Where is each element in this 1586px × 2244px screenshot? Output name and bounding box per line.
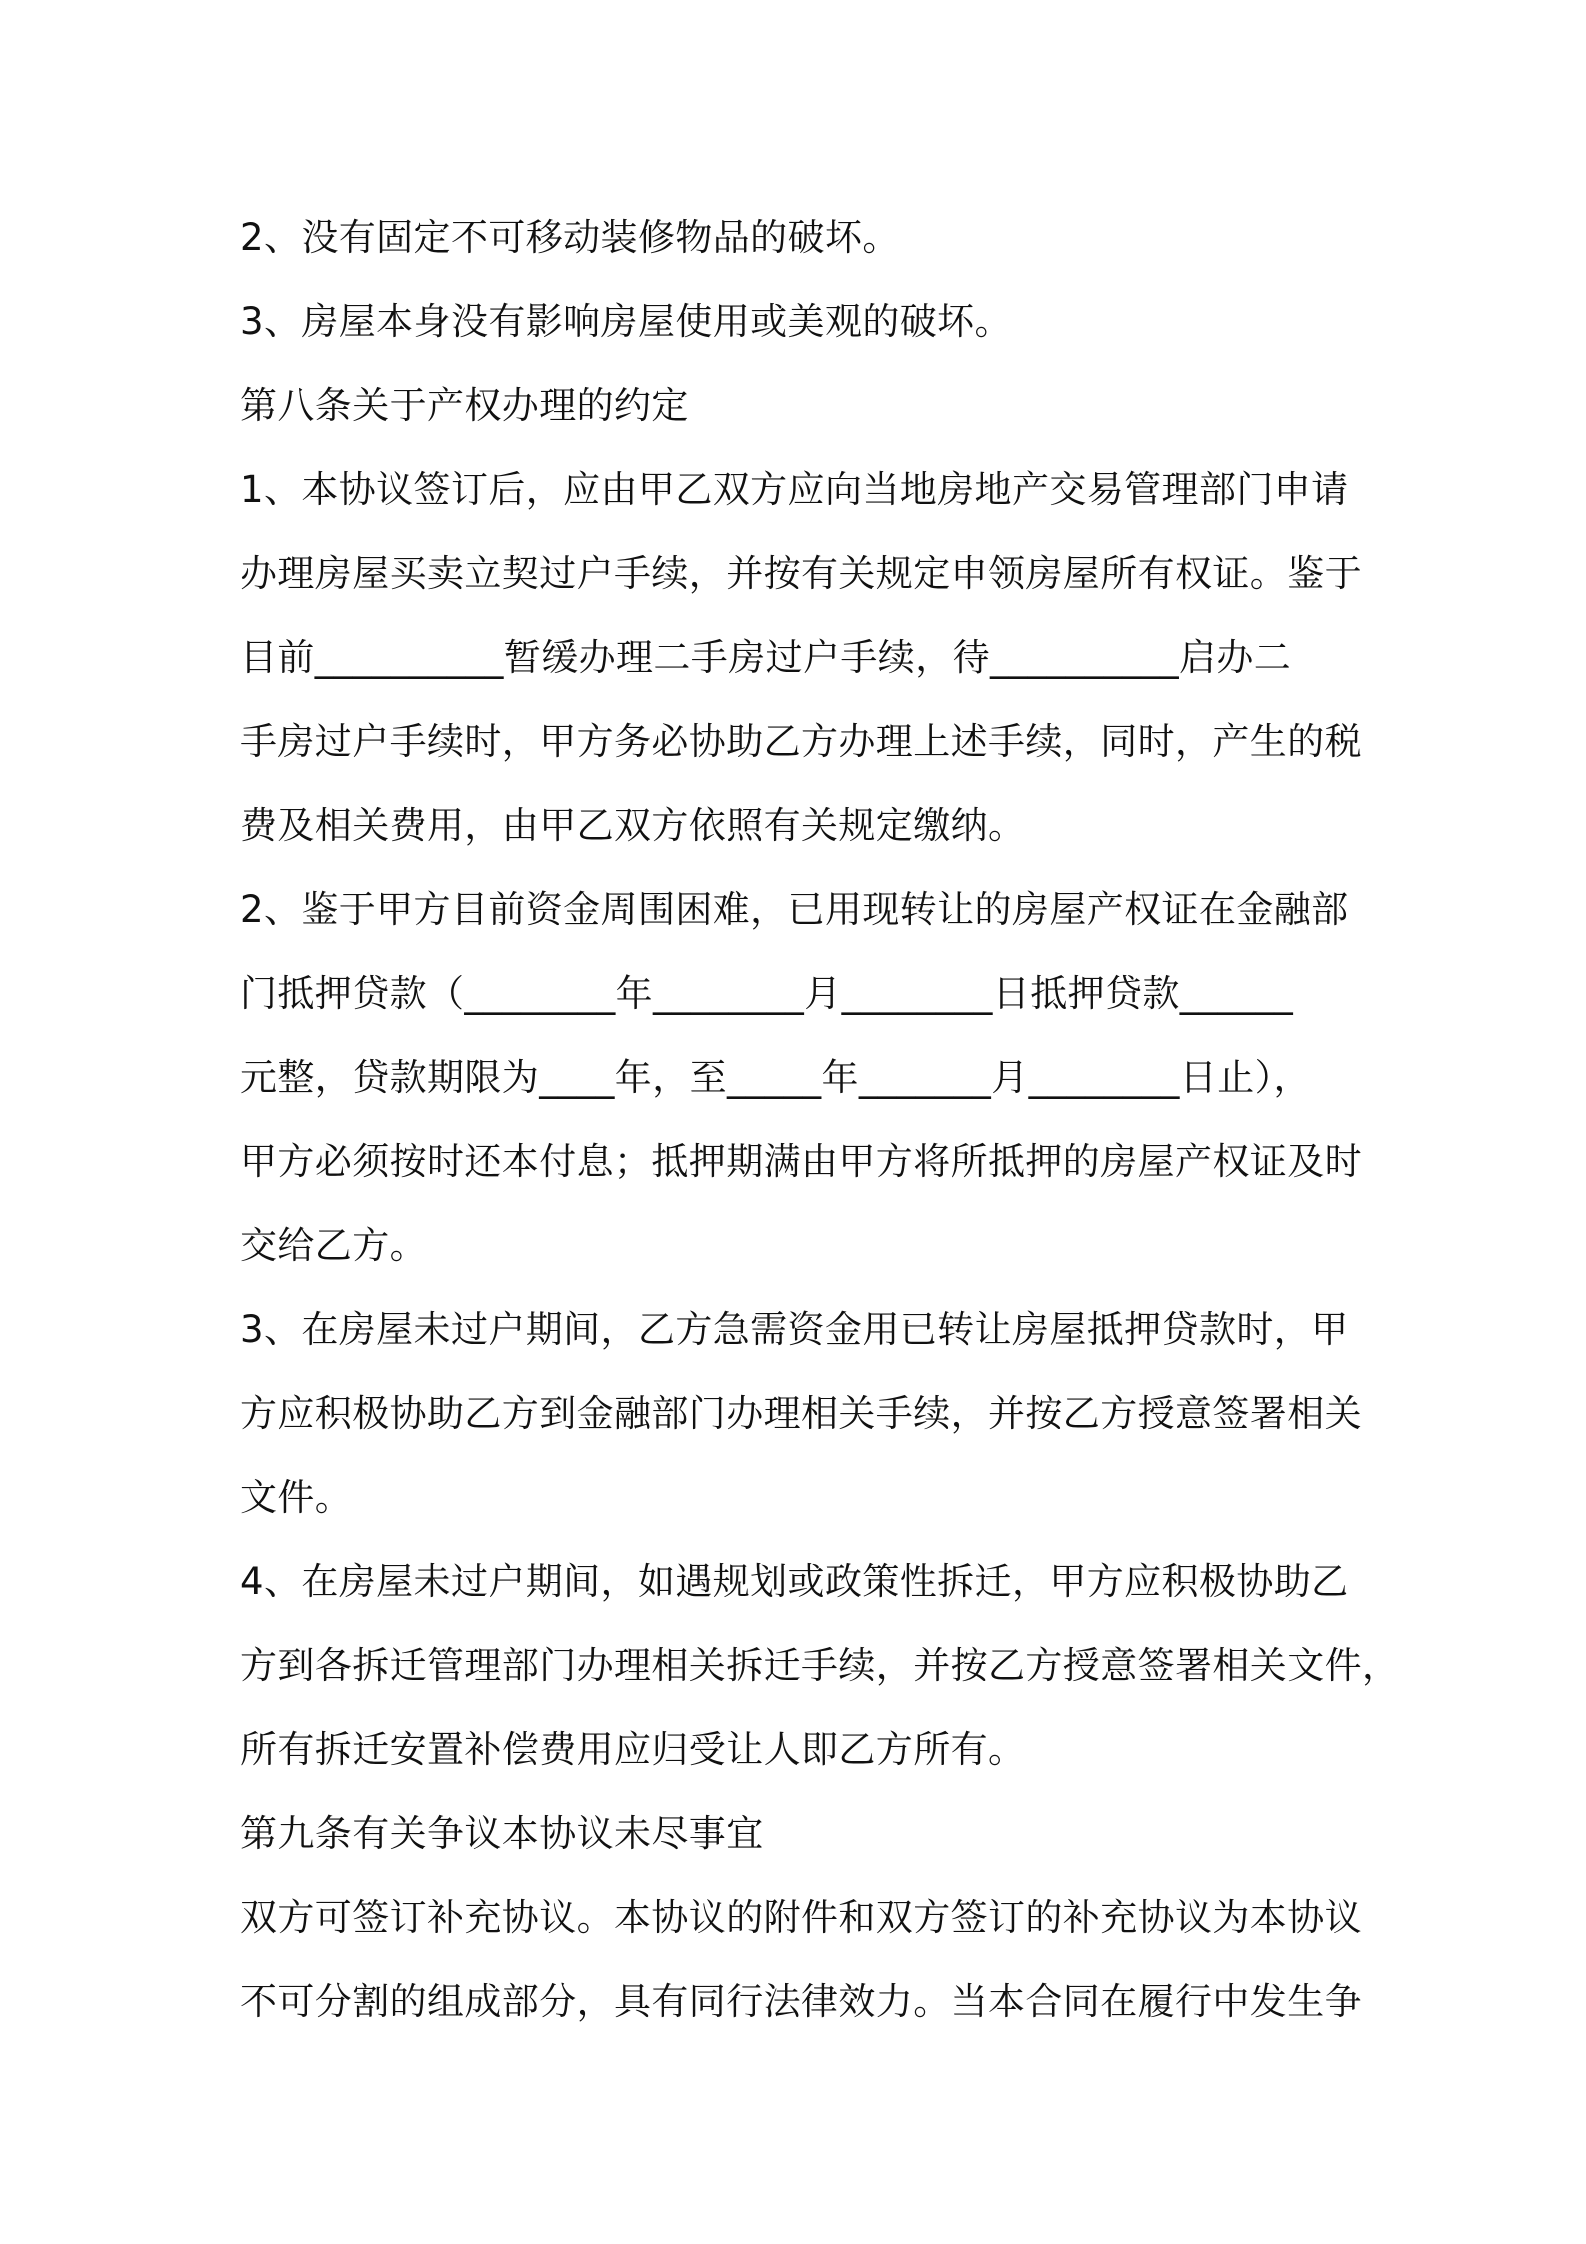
clause-7-item-3: 3、房屋本身没有影响房屋使用或美观的破坏。: [240, 300, 1012, 343]
clause-7-item-2: 2、没有固定不可移动装修物品的破坏。: [240, 216, 900, 259]
article-8-heading: 第八条关于产权办理的约定: [240, 384, 689, 427]
document-body: [240, 196, 1400, 2044]
article-8-item-4-line-3: 所有拆迁安置补偿费用应归受让人即乙方所有。: [240, 1728, 1026, 1771]
article-8-item-1-line-2: 办理房屋买卖立契过户手续，并按有关规定申领房屋所有权证。鉴于: [240, 552, 1362, 595]
article-9-text-line-2: 不可分割的组成部分，具有同行法律效力。当本合同在履行中发生争: [240, 1980, 1362, 2023]
article-8-item-3-line-3: 文件。: [240, 1476, 353, 1519]
article-8-item-4-line-1: 4、在房屋未过户期间，如遇规划或政策性拆迁，甲方应积极协助乙: [240, 1560, 1349, 1603]
article-8-item-1-line-5: 费及相关费用，由甲乙双方依照有关规定缴纳。: [240, 804, 1026, 847]
article-8-item-1-line-3: 目前__________暂缓办理二手房过户手续，待__________启办二: [240, 636, 1292, 679]
article-9-heading: 第九条有关争议本协议未尽事宜: [240, 1812, 764, 1855]
article-8-item-1-line-4: 手房过户手续时，甲方务必协助乙方办理上述手续，同时，产生的税: [240, 720, 1362, 763]
article-8-item-2-line-3: 元整，贷款期限为____年，至_____年_______月________日止），: [240, 1056, 1311, 1099]
article-8-item-2-line-4: 甲方必须按时还本付息；抵押期满由甲方将所抵押的房屋产权证及时: [240, 1140, 1362, 1183]
article-8-item-2-line-1: 2、鉴于甲方目前资金周围困难，已用现转让的房屋产权证在金融部: [240, 888, 1349, 931]
article-8-item-2-line-5: 交给乙方。: [240, 1224, 427, 1267]
article-9-text-line-1: 双方可签订补充协议。本协议的附件和双方签订的补充协议为本协议: [240, 1896, 1362, 1939]
article-8-item-2-line-2: 门抵押贷款（________年________月________日抵押贷款______: [240, 972, 1294, 1015]
article-8-item-4-line-2: 方到各拆迁管理部门办理相关拆迁手续，并按乙方授意签署相关文件，: [240, 1644, 1400, 1687]
article-8-item-3-line-1: 3、在房屋未过户期间，乙方急需资金用已转让房屋抵押贷款时，甲: [240, 1308, 1349, 1351]
article-8-item-3-line-2: 方应积极协助乙方到金融部门办理相关手续，并按乙方授意签署相关: [240, 1392, 1362, 1435]
article-8-item-1-line-1: 1、本协议签订后，应由甲乙双方应向当地房地产交易管理部门申请: [240, 468, 1349, 511]
